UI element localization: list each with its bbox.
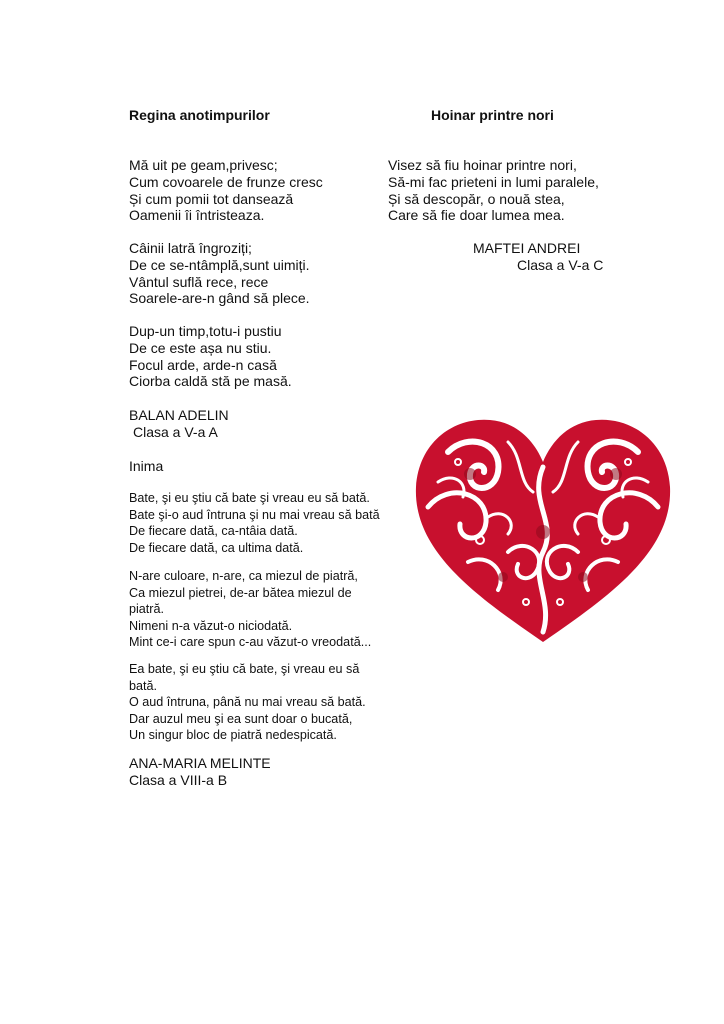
poem-line: Ciorba caldă stă pe masă.	[129, 373, 292, 390]
poem1-stanza2	[129, 240, 310, 307]
poem2-class: Clasa a V-a C	[517, 257, 604, 273]
poem1-author: BALAN ADELIN	[129, 407, 229, 423]
poem-line: Să-mi fac prieteni in lumi paralele,	[388, 173, 599, 190]
poem-line: Și să descopăr, o nouă stea,	[388, 190, 565, 207]
poem-line: De fiecare dată, ca ultima dată.	[129, 540, 304, 555]
poem2-author: MAFTEI ANDREI	[473, 240, 581, 256]
poem-line: Dar auzul meu şi ea sunt doar o bucată,	[129, 711, 353, 726]
poem-line: bată.	[129, 678, 158, 693]
poem-line: Ea bate, şi eu ştiu că bate, şi vreau eu să	[129, 662, 360, 676]
poem-line: Și cum pomii tot dansează	[129, 190, 294, 207]
poem-line: Dup-un timp,totu-i pustiu	[129, 323, 282, 339]
poem-line: Soarele-are-n gând să plece.	[129, 290, 310, 307]
poem3-title: Inima	[129, 458, 164, 474]
poem-line: Nimeni n-a văzut-o niciodată.	[129, 618, 293, 633]
poem-line: N-are culoare, n-are, ca miezul de piatră,	[129, 569, 358, 583]
poem-line: Care să fie doar lumea mea.	[388, 207, 565, 224]
poem-line: O aud întruna, până nu mai vreau să bată.	[129, 695, 366, 710]
poem3-stanza2	[129, 568, 371, 651]
poem-line: De ce este așa nu stiu.	[129, 339, 272, 356]
poem2-stanza1	[388, 157, 599, 224]
poem-line: Bate şi-o aud întruna şi nu mai vreau să bată	[129, 507, 380, 522]
poem-line: Visez să fiu hoinar printre nori,	[388, 157, 577, 173]
poem-line: Oamenii îi întristeaza.	[129, 207, 265, 224]
poem1-stanza3	[129, 323, 292, 390]
poem3-stanza3	[129, 661, 366, 744]
poem-line: Cum covoarele de frunze cresc	[129, 173, 323, 190]
poem-line: De ce se-ntâmplă,sunt uimiți.	[129, 256, 310, 273]
poem-line: Mint ce-i care spun c-au văzut-o vreodată...	[129, 635, 372, 650]
poem3-stanza1	[129, 490, 380, 556]
poem3-class: Clasa a VIII-a B	[129, 771, 228, 788]
poem-line: Ca miezul pietrei, de-ar bătea miezul de	[129, 585, 352, 600]
poem1-title: Regina anotimpurilor	[129, 107, 270, 123]
poem-line: piatră.	[129, 602, 165, 617]
poem-line: De fiecare dată, ca-ntâia dată.	[129, 524, 298, 539]
poem1-signature	[129, 407, 229, 441]
poem2-title: Hoinar printre nori	[431, 107, 554, 123]
poem-line: Vântul suflă rece, rece	[129, 273, 269, 290]
poem1-class: Clasa a V-a A	[133, 423, 218, 440]
poem3-author: ANA-MARIA MELINTE	[129, 755, 271, 771]
poem-line: Un singur bloc de piatră nedespicată.	[129, 728, 337, 743]
poem-line: Focul arde, arde-n casă	[129, 356, 277, 373]
poem-line: Bate, şi eu ştiu că bate şi vreau eu să bată.	[129, 491, 370, 505]
poem1-stanza1	[129, 157, 323, 224]
poem-line: Mă uit pe geam,privesc;	[129, 157, 278, 173]
ornamental-heart-icon	[408, 412, 678, 652]
poem3-signature	[129, 755, 271, 789]
poem-line: Câinii latră îngroziți;	[129, 240, 252, 256]
